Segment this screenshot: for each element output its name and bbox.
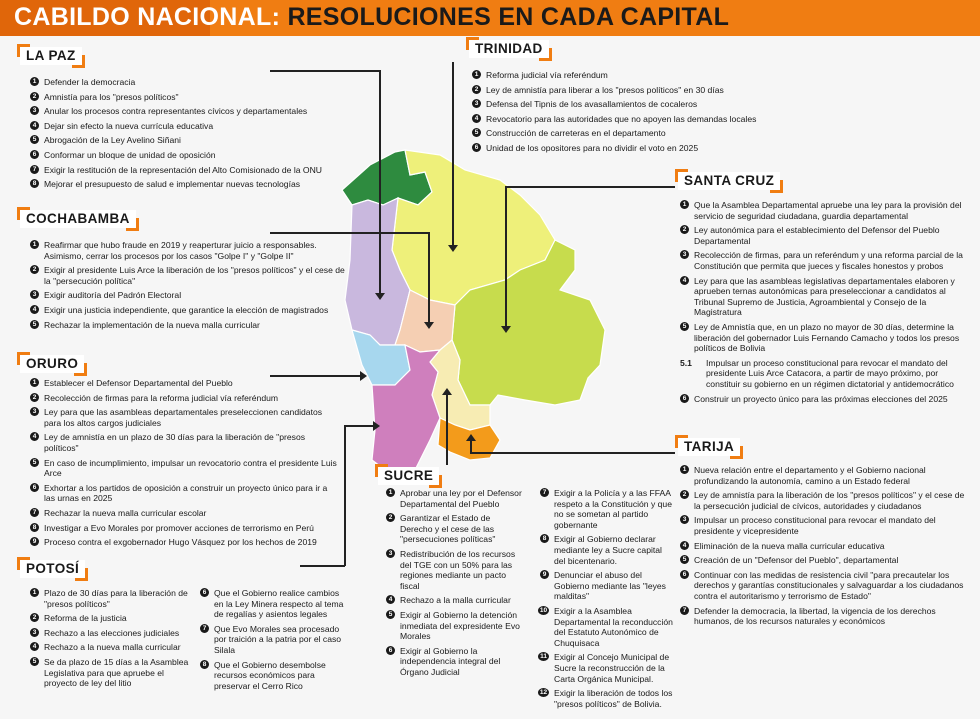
section-trinidad xyxy=(472,70,772,158)
item-number: 6 xyxy=(386,646,395,655)
list-item xyxy=(30,150,345,161)
list-item xyxy=(540,652,675,684)
list-item xyxy=(30,92,345,103)
title-part-2: RESOLUCIONES EN CADA CAPITAL xyxy=(280,3,730,31)
list-item xyxy=(30,613,190,624)
item-text: Creación de un "Defensor del Pueblo", departamental xyxy=(694,555,899,566)
item-number: 3 xyxy=(680,250,689,259)
item-number: 4 xyxy=(680,541,689,550)
item-number: 5.1 xyxy=(680,357,692,368)
item-number: 3 xyxy=(30,628,39,637)
item-text: Rechazo a la malla curricular xyxy=(400,595,511,606)
connector-trinidad xyxy=(452,62,454,247)
item-text: Continuar con las medidas de resistencia civil "para precautelar los derechos y garantías constitucionales y salvaguardar a los ciudadanos contra el autoritarismo y terrorismo de Estado" xyxy=(694,569,964,601)
list-item xyxy=(200,588,350,620)
list-item xyxy=(30,135,345,146)
item-text: Exigir a la Asamblea Departamental la reconducción del Estatuto Autonómico de Chuquisaca xyxy=(554,605,673,648)
item-text: Reafirmar que hubo fraude en 2019 y reaperturar juicio a responsables. Asimismo, cerrar los procesos por los casos "Golpe I" y "Golpe II" xyxy=(44,240,317,261)
item-number: 2 xyxy=(30,92,39,101)
item-text: Rechazar la implementación de la nueva malla curricular xyxy=(44,319,260,330)
connector-potosi-h xyxy=(300,565,345,567)
list-item xyxy=(30,290,348,301)
item-text: Que el Gobierno desembolse recursos económicos para preservar el Cerro Rico xyxy=(214,659,326,691)
item-number: 5 xyxy=(386,610,395,619)
cochabamba-list xyxy=(30,240,348,330)
connector-lapaz-v xyxy=(379,70,381,295)
list-item xyxy=(30,628,190,639)
item-text: Establecer el Defensor Departamental del Pueblo xyxy=(44,378,233,388)
item-text: Exigir la restitución de la representación del Alto Comisionado de la ONU xyxy=(44,164,323,175)
list-item xyxy=(472,128,772,139)
header-lapaz: LA PAZ xyxy=(20,47,82,65)
section-tarija xyxy=(680,465,970,631)
list-item xyxy=(200,660,350,692)
item-number: 8 xyxy=(200,660,209,669)
item-text: Que la Asamblea Departamental apruebe una ley para la provisión del servicio de seguridad ciudadana, guardia departamental xyxy=(694,200,962,221)
item-number: 9 xyxy=(30,537,39,546)
connector-potosi-h2 xyxy=(344,425,374,427)
item-number: 1 xyxy=(30,588,39,597)
connector-santacruz-h xyxy=(505,186,675,188)
item-text: Que Evo Morales sea procesado por traición a la patria por el caso Silala xyxy=(214,623,342,655)
list-item xyxy=(540,534,675,566)
list-item xyxy=(30,106,345,117)
item-number: 5 xyxy=(30,458,39,467)
arrow-santacruz xyxy=(501,326,511,333)
item-text: Plazo de 30 días para la liberación de "presos políticos" xyxy=(44,588,188,609)
list-item xyxy=(30,265,348,286)
item-text: Exigir al presidente Luis Arce la liberación de los "presos políticos" y el cese de la "persecución política" xyxy=(44,265,345,286)
tarija-list xyxy=(680,465,970,627)
item-text: Revocatorio para las autoridades que no apoyen las demandas locales xyxy=(486,113,757,124)
arrow-potosi xyxy=(373,421,380,431)
item-number: 7 xyxy=(540,488,549,497)
list-item xyxy=(680,225,970,246)
item-text: Defensa del Tipnis de los avasallamientos de cocaleros xyxy=(486,99,698,110)
list-item xyxy=(30,432,340,453)
item-number: 3 xyxy=(30,407,39,416)
list-item xyxy=(30,657,190,689)
item-text: Construir un proyecto único para las próximas elecciones del 2025 xyxy=(694,393,948,404)
item-number: 7 xyxy=(200,624,209,633)
item-text: Ley autonómica para el establecimiento del Defensor del Pueblo Departamental xyxy=(694,225,940,246)
item-number: 4 xyxy=(30,432,39,441)
list-item xyxy=(680,490,970,511)
item-text: Mejorar el presupuesto de salud e implementar nuevas tecnologías xyxy=(44,179,301,190)
item-text: Proceso contra el exgobernador Hugo Vásquez por los hechos de 2019 xyxy=(44,537,317,548)
arrow-oruro xyxy=(360,371,367,381)
item-number: 2 xyxy=(680,225,689,234)
list-item xyxy=(30,320,348,331)
list-item xyxy=(540,688,675,709)
item-text: En caso de incumplimiento, impulsar un revocatorio contra el presidente Luis Arce xyxy=(44,457,337,479)
item-number: 1 xyxy=(386,488,395,497)
item-text: Amnistía para los "presos políticos" xyxy=(44,91,179,102)
item-number: 1 xyxy=(680,465,689,474)
item-text: Ley para que las asambleas departamentales preseleccionen candidatos para los altos cargos judiciales xyxy=(44,407,323,428)
item-text: Recolección de firmas, para un referéndum y una reforma parcial de la Constitución que permita que jueces y fiscales honestos y probos xyxy=(694,250,963,271)
list-item xyxy=(30,483,340,504)
header-santacruz: SANTA CRUZ xyxy=(678,172,780,190)
connector-cochabamba-v xyxy=(428,232,430,324)
header-potosi: POTOSÍ xyxy=(20,560,85,578)
item-text: Dejar sin efecto la nueva currícula educativa xyxy=(44,120,214,131)
item-number: 2 xyxy=(30,393,39,402)
item-number: 4 xyxy=(472,114,481,123)
item-number: 3 xyxy=(386,549,395,558)
list-item xyxy=(386,595,522,606)
item-number: 5 xyxy=(680,555,689,564)
item-number: 6 xyxy=(680,570,689,579)
item-number: 1 xyxy=(30,240,39,249)
header-oruro: ORURO xyxy=(20,355,84,373)
item-text: Garantizar el Estado de Derecho y el cese de las "persecuciones políticas" xyxy=(400,513,496,545)
title-separator: : xyxy=(271,3,281,31)
list-item xyxy=(30,393,340,404)
item-text: Redistribución de los recursos del TGE con un 50% para las regiones mediante un pacto fiscal xyxy=(400,548,516,591)
item-text: Exigir una justicia independiente, que garantice la elección de magistrados xyxy=(44,304,329,315)
list-item xyxy=(472,114,772,125)
arrow-lapaz xyxy=(375,293,385,300)
item-text: Ley de Amnistía que, en un plazo no mayor de 30 días, determine la liberación del gobernador Luis Fernando Camacho y todos los presos políticos de Bolivia xyxy=(694,321,960,354)
item-number: 1 xyxy=(472,70,481,79)
item-text: Defender la democracia, la libertad, la vigencia de los derechos humanos, de los recursos naturales y económicos xyxy=(694,605,936,627)
item-number: 5 xyxy=(30,657,39,666)
item-text: Conformar un bloque de unidad de oposición xyxy=(44,149,216,160)
item-number: 5 xyxy=(472,128,481,137)
list-item xyxy=(30,523,340,534)
item-number: 7 xyxy=(680,606,689,615)
item-number: 6 xyxy=(30,150,39,159)
item-number: 5 xyxy=(680,322,689,331)
item-number: 8 xyxy=(540,534,549,543)
item-text: Anular los procesos contra representantes cívicos y departamentales xyxy=(44,106,308,117)
connector-sucre xyxy=(446,395,448,465)
item-number: 7 xyxy=(30,165,39,174)
item-text: Rechazo a las elecciones judiciales xyxy=(44,627,180,638)
list-item xyxy=(540,570,675,602)
oruro-list xyxy=(30,378,340,548)
header-cochabamba: COCHABAMBA xyxy=(20,210,136,228)
sucre-left-list xyxy=(386,488,522,678)
connector-santacruz-v xyxy=(505,186,507,328)
list-item xyxy=(30,508,340,519)
list-item xyxy=(30,179,345,190)
list-item xyxy=(30,537,340,548)
item-number: 2 xyxy=(680,490,689,499)
item-text: Exigir a la Policía y a las FFAA respeto a la Constitución y que no se sometan al partido gobernante xyxy=(554,488,672,530)
item-number: 6 xyxy=(680,394,689,403)
item-number: 4 xyxy=(30,121,39,130)
potosi-left-list xyxy=(30,588,190,689)
list-item xyxy=(540,488,675,530)
list-item xyxy=(200,624,350,656)
item-text: Que el Gobierno realice cambios en la Ley Minera respecto al tema de regalías y asientos legales xyxy=(214,588,344,620)
list-item xyxy=(30,305,348,316)
item-text: Reforma de la justicia xyxy=(44,613,127,624)
list-item xyxy=(680,276,970,318)
item-number: 6 xyxy=(472,143,481,152)
list-item xyxy=(540,606,675,648)
item-text: Recolección de firmas para la reforma judicial vía referéndum xyxy=(44,392,279,403)
item-number: 3 xyxy=(30,106,39,115)
item-text: Exigir auditoría del Padrón Electoral xyxy=(44,290,182,301)
item-number: 2 xyxy=(30,613,39,622)
item-number: 5 xyxy=(30,135,39,144)
item-text: Construcción de carreteras en el departamento xyxy=(486,128,666,139)
list-item xyxy=(30,407,340,428)
item-number: 8 xyxy=(30,523,39,532)
list-item xyxy=(30,458,340,479)
list-item xyxy=(680,200,970,221)
item-text: Se da plazo de 15 días a la Asamblea Legislativa para que apruebe el proyecto de ley del litio xyxy=(44,656,189,689)
list-item xyxy=(30,77,345,88)
item-number: 6 xyxy=(30,483,39,492)
list-item xyxy=(680,465,970,486)
item-text: Aprobar una ley por el Defensor Departamental del Pueblo xyxy=(400,488,522,509)
item-number: 4 xyxy=(30,305,39,314)
item-text: Defender la democracia xyxy=(44,77,136,87)
potosi-right-list xyxy=(200,588,350,691)
section-potosi-right xyxy=(200,588,350,695)
section-oruro xyxy=(30,378,340,552)
item-number: 6 xyxy=(200,588,209,597)
list-item xyxy=(680,555,970,566)
section-santacruz xyxy=(680,200,970,408)
list-item xyxy=(386,488,522,509)
item-number: 8 xyxy=(30,179,39,188)
list-item xyxy=(680,322,970,354)
section-cochabamba xyxy=(30,240,348,334)
arrow-trinidad xyxy=(448,245,458,252)
list-item xyxy=(386,610,522,642)
item-number: 1 xyxy=(680,200,689,209)
connector-potosi-v xyxy=(344,425,346,566)
list-item xyxy=(30,165,345,176)
item-text: Exigir al Concejo Municipal de Sucre la reconstrucción de la Carta Orgánica Municipal. xyxy=(554,652,670,684)
list-item xyxy=(472,143,772,154)
item-number: 7 xyxy=(30,508,39,517)
item-text: Exigir al Gobierno declarar mediante ley a Sucre capital del bicentenario. xyxy=(554,534,662,566)
list-item xyxy=(680,570,970,602)
list-item xyxy=(680,606,970,627)
lapaz-list xyxy=(30,77,345,190)
item-text: Nueva relación entre el departamento y el Gobierno nacional profundizando la autonomía, camino a un Estado federal xyxy=(694,465,926,486)
list-item xyxy=(680,515,970,536)
item-number: 3 xyxy=(30,290,39,299)
item-number: 4 xyxy=(30,642,39,651)
section-sucre-right xyxy=(540,488,675,713)
list-item xyxy=(680,358,970,390)
item-text: Rechazar la nueva malla curricular escolar xyxy=(44,507,207,518)
connector-tarija-v xyxy=(470,440,472,453)
item-number: 12 xyxy=(539,689,548,697)
item-number: 1 xyxy=(30,378,39,387)
item-text: Impulsar un proceso constitucional para revocar el mandato del presidente Luis Arce Catacora, a partir de mayo próximo, por constituir su gobierno en un régimen dictatorial y antidemocrático xyxy=(706,357,954,389)
item-text: Unidad de los opositores para no dividir el voto en 2025 xyxy=(486,142,699,153)
connector-tarija-h xyxy=(470,452,675,454)
item-text: Reforma judicial vía referéndum xyxy=(486,70,608,80)
item-number: 4 xyxy=(680,276,689,285)
item-text: Denunciar el abuso del Gobierno mediante las "leyes malditas" xyxy=(554,570,666,602)
connector-cochabamba-h xyxy=(270,232,430,234)
item-text: Exigir al Gobierno la detención inmediata del expresidente Evo Morales xyxy=(400,609,520,642)
item-number: 9 xyxy=(540,570,549,579)
list-item xyxy=(30,378,340,389)
item-text: Exigir la liberación de todos los "presos políticos" de Bolivia. xyxy=(554,688,673,709)
item-text: Abrogación de la Ley Avelino Siñani xyxy=(44,135,181,146)
arrow-tarija xyxy=(466,434,476,441)
section-lapaz xyxy=(30,77,345,194)
item-text: Ley de amnistía para liberar a los "presos políticos" en 30 días xyxy=(486,84,724,95)
item-number: 1 xyxy=(30,77,39,86)
title-part-1: CABILDO NACIONAL xyxy=(14,3,272,31)
connector-lapaz-h xyxy=(270,70,380,72)
list-item xyxy=(30,240,348,261)
list-item xyxy=(680,250,970,271)
item-text: Eliminación de la nueva malla curricular educativa xyxy=(694,540,885,551)
list-item xyxy=(680,394,970,405)
item-number: 2 xyxy=(30,265,39,274)
list-item xyxy=(30,588,190,609)
list-item xyxy=(386,549,522,591)
item-number: 11 xyxy=(538,652,549,661)
item-text: Rechazo a la nueva malla curricular xyxy=(44,642,181,653)
santacruz-list xyxy=(680,200,970,404)
list-item xyxy=(386,513,522,545)
item-number: 4 xyxy=(386,595,395,604)
section-potosi-left xyxy=(30,588,190,693)
arrow-sucre xyxy=(442,388,452,395)
header-sucre: SUCRE xyxy=(378,467,439,485)
item-text: Ley para que las asambleas legislativas departamentales elaboren y aprueben ternas autonómicas para preseleccionar a candidatos al Tribunal Supremo de Justicia, Agroambiental y Consejo de la Magistratura xyxy=(694,275,955,318)
list-item xyxy=(30,642,190,653)
item-number: 3 xyxy=(680,515,689,524)
section-sucre-left xyxy=(386,488,522,682)
item-number: 3 xyxy=(472,99,481,108)
title-bar xyxy=(0,0,980,36)
list-item xyxy=(472,99,772,110)
item-text: Investigar a Evo Morales por promover acciones de terrorismo en Perú xyxy=(44,522,314,533)
list-item xyxy=(680,541,970,552)
item-text: Exigir al Gobierno la independencia integral del Órgano Judicial xyxy=(400,645,501,677)
list-item xyxy=(472,85,772,96)
page-title xyxy=(14,3,729,32)
list-item xyxy=(30,121,345,132)
item-number: 5 xyxy=(30,320,39,329)
item-text: Ley de amnistía para la liberación de los "presos políticos" y el cese de la persecución judicial de cívicos, autoridades y ciudadanos xyxy=(694,490,965,511)
item-number: 2 xyxy=(386,513,395,522)
item-number: 10 xyxy=(539,606,548,614)
item-number: 2 xyxy=(472,85,481,94)
arrow-cochabamba xyxy=(424,322,434,329)
item-text: Ley de amnistía en un plazo de 30 días para la liberación de "presos políticos" xyxy=(44,432,306,453)
item-text: Impulsar un proceso constitucional para revocar el mandato del presidente y vicepresidente xyxy=(694,515,936,536)
header-trinidad: TRINIDAD xyxy=(469,40,549,58)
list-item xyxy=(472,70,772,81)
header-tarija: TARIJA xyxy=(678,438,740,456)
item-text: Exhortar a los partidos de oposición a construir un proyecto único para ir a las urnas en 2025 xyxy=(44,482,328,504)
trinidad-list xyxy=(472,70,772,154)
sucre-right-list xyxy=(540,488,675,709)
connector-oruro xyxy=(270,375,360,377)
list-item xyxy=(386,646,522,678)
